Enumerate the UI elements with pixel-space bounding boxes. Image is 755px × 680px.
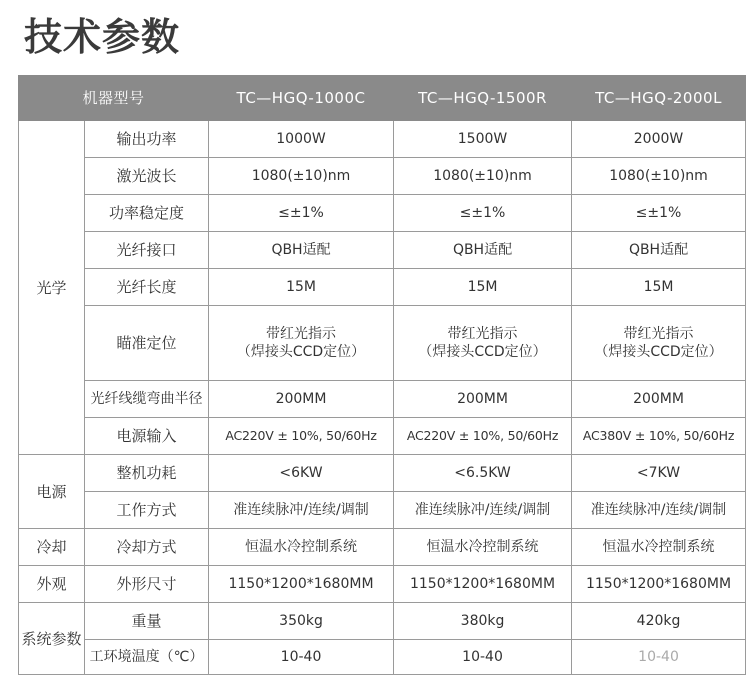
value-cell: 1500W (394, 121, 572, 158)
value-cell: 2000W (572, 121, 746, 158)
category-system: 系统参数 (19, 603, 85, 675)
value-cell: <6KW (209, 455, 394, 492)
page-title: 技术参数 (24, 15, 181, 59)
param-label: 光纤线缆弯曲半径 (85, 381, 209, 418)
category-appearance: 外观 (19, 566, 85, 603)
category-cooling: 冷却 (19, 529, 85, 566)
param-label: 输出功率 (85, 121, 209, 158)
value-cell: ≤±1% (572, 195, 746, 232)
table-row (19, 195, 746, 232)
value-cell: 准连续脉冲/连续/调制 (572, 492, 746, 529)
value-cell: <6.5KW (394, 455, 572, 492)
table-row (19, 306, 746, 381)
value-line: （焊接头CCD定位） (236, 344, 366, 360)
value-cell: 10-40 (209, 640, 394, 675)
table-row (19, 269, 746, 306)
value-cell: 恒温水冷控制系统 (209, 529, 394, 566)
value-cell: 1080(±10)nm (572, 158, 746, 195)
value-cell: 1150*1200*1680MM (572, 566, 746, 603)
param-label: 电源输入 (85, 418, 209, 455)
spec-table (18, 75, 746, 675)
value-cell: 200MM (572, 381, 746, 418)
value-cell: 15M (572, 269, 746, 306)
param-label: 激光波长 (85, 158, 209, 195)
table-row (19, 455, 746, 492)
value-cell: 准连续脉冲/连续/调制 (209, 492, 394, 529)
value-cell: QBH适配 (394, 232, 572, 269)
value-cell: 1150*1200*1680MM (209, 566, 394, 603)
value-line: （焊接头CCD定位） (418, 344, 547, 360)
table-row (19, 640, 746, 675)
value-cell: 15M (394, 269, 572, 306)
table-row (19, 418, 746, 455)
category-power: 电源 (19, 455, 85, 529)
value-cell: 10-40 (394, 640, 572, 675)
value-cell: ≤±1% (394, 195, 572, 232)
model-2000l: TC—HGQ-2000L (572, 76, 746, 121)
value-line: （焊接头CCD定位） (594, 344, 723, 360)
param-label: 功率稳定度 (85, 195, 209, 232)
value-cell: 200MM (209, 381, 394, 418)
value-cell: AC220V ± 10%, 50/60Hz (394, 418, 572, 455)
value-cell: 1150*1200*1680MM (394, 566, 572, 603)
param-label: 光纤长度 (85, 269, 209, 306)
model-1500r: TC—HGQ-1500R (394, 76, 572, 121)
value-cell: AC220V ± 10%, 50/60Hz (209, 418, 394, 455)
param-label: 外形尺寸 (85, 566, 209, 603)
table-header-row (19, 76, 746, 121)
table-row (19, 158, 746, 195)
param-label: 冷却方式 (85, 529, 209, 566)
value-cell: <7KW (572, 455, 746, 492)
value-cell: 1080(±10)nm (209, 158, 394, 195)
value-cell: 380kg (394, 603, 572, 640)
param-label: 重量 (85, 603, 209, 640)
value-cell: 准连续脉冲/连续/调制 (394, 492, 572, 529)
param-label: 整机功耗 (85, 455, 209, 492)
param-label: 工环境温度（℃） (85, 640, 209, 675)
value-cell: 15M (209, 269, 394, 306)
table-row (19, 492, 746, 529)
value-cell: AC380V ± 10%, 50/60Hz (572, 418, 746, 455)
value-cell: 350kg (209, 603, 394, 640)
param-label: 工作方式 (85, 492, 209, 529)
table-row (19, 232, 746, 269)
param-label: 光纤接口 (85, 232, 209, 269)
value-cell: 420kg (572, 603, 746, 640)
value-cell (394, 306, 572, 381)
value-cell: QBH适配 (209, 232, 394, 269)
value-line: 带红光指示 (266, 326, 337, 342)
model-label: 机器型号 (19, 76, 209, 121)
value-cell: 1000W (209, 121, 394, 158)
value-line: 带红光指示 (623, 326, 694, 342)
model-1000c: TC—HGQ-1000C (209, 76, 394, 121)
category-optical: 光学 (19, 121, 85, 455)
value-cell: 恒温水冷控制系统 (394, 529, 572, 566)
table-row (19, 603, 746, 640)
table-row (19, 566, 746, 603)
table-row (19, 381, 746, 418)
value-line: 带红光指示 (447, 326, 518, 342)
value-cell: ≤±1% (209, 195, 394, 232)
table-row (19, 121, 746, 158)
value-cell: QBH适配 (572, 232, 746, 269)
value-cell: 1080(±10)nm (394, 158, 572, 195)
value-cell (209, 306, 394, 381)
param-label: 瞄准定位 (85, 306, 209, 381)
value-cell: 10-40 (572, 640, 746, 675)
value-cell: 200MM (394, 381, 572, 418)
value-cell: 恒温水冷控制系统 (572, 529, 746, 566)
table-row (19, 529, 746, 566)
value-cell (572, 306, 746, 381)
